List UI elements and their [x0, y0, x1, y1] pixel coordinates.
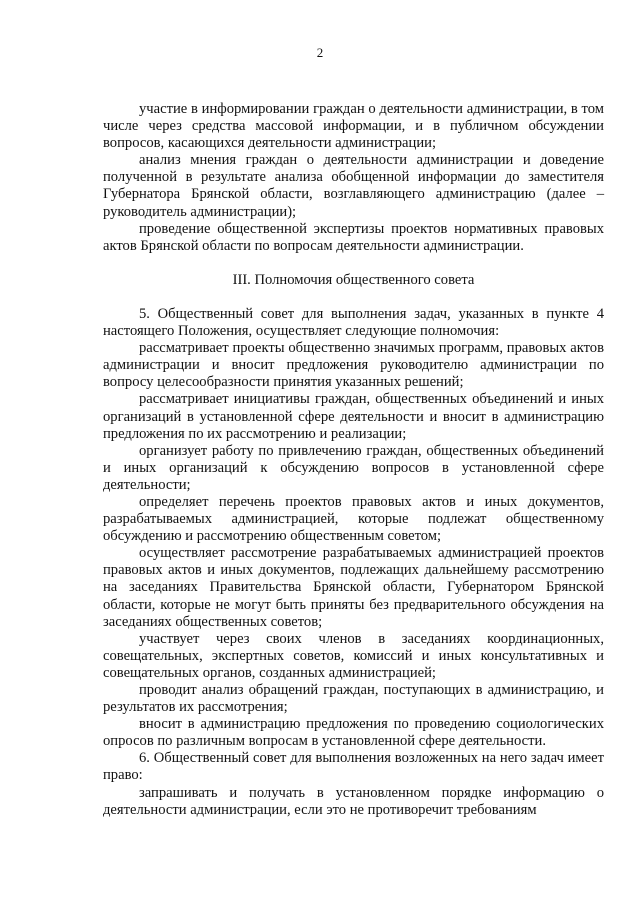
- paragraph: осуществляет рассмотрение разрабатываемых администрацией проектов правовых актов и иных документов, подлежащих дальнейшему рассмотрению на заседаниях Правительства Брянской области, Губернатором Брянской области, которые не могут быть приняты без предварительного обсуждения на заседаниях общественных советов;: [103, 545, 604, 630]
- paragraph: запрашивать и получать в установленном порядке информацию о деятельности администрации, если это не противоречит требованиям: [103, 784, 604, 818]
- page-number: 2: [316, 45, 324, 60]
- paragraph: проведение общественной экспертизы проектов нормативных правовых актов Брянской области по вопросам деятельности администрации.: [103, 220, 604, 254]
- paragraph: 5. Общественный совет для выполнения задач, указанных в пункте 4 настоящего Положения, осуществляет следующие полномочия:: [103, 305, 604, 340]
- paragraph: определяет перечень проектов правовых актов и иных документов, разрабатываемых администрацией, которые подлежат общественному обсуждению и рассмотрению общественным советом;: [103, 493, 604, 545]
- paragraph: проводит анализ обращений граждан, поступающих в администрацию, и результатов их рассмотрения;: [103, 682, 604, 716]
- paragraph: участвует через своих членов в заседаниях координационных, совещательных, экспертных советов, комиссий и иных консультативных и совещательных органов, созданных администрацией;: [103, 630, 604, 681]
- paragraph: вносит в администрацию предложения по проведению социологических опросов по различным вопросам в установленной сфере деятельности.: [103, 716, 604, 750]
- paragraph: рассматривает инициативы граждан, общественных объединений и иных организаций в установленной сфере деятельности и вносит в администрацию предложения по их рассмотрению и реализации;: [103, 391, 604, 442]
- paragraph: рассматривает проекты общественно значимых программ, правовых актов администрации и вносит предложения руководителю администрации по вопросу целесообразности принятия указанных решений;: [103, 340, 604, 391]
- paragraph: анализ мнения граждан о деятельности администрации и доведение полученной в результате анализа обобщенной информации до заместителя Губернатора Брянской области, возглавляющего администрацию (далее – руководитель администрации);: [103, 152, 604, 220]
- section-heading: III. Полномочия общественного совета: [232, 271, 475, 288]
- paragraph: участие в информировании граждан о деятельности администрации, в том числе через средства массовой информации, и в публичном обсуждении вопросов, касающихся деятельности администрации;: [103, 101, 604, 152]
- paragraph: 6. Общественный совет для выполнения возложенных на него задач имеет право:: [103, 750, 604, 784]
- document-body: [103, 101, 604, 819]
- paragraph: организует работу по привлечению граждан, общественных объединений и иных организаций к обсуждению вопросов в установленной сфере деятельности;: [103, 442, 604, 493]
